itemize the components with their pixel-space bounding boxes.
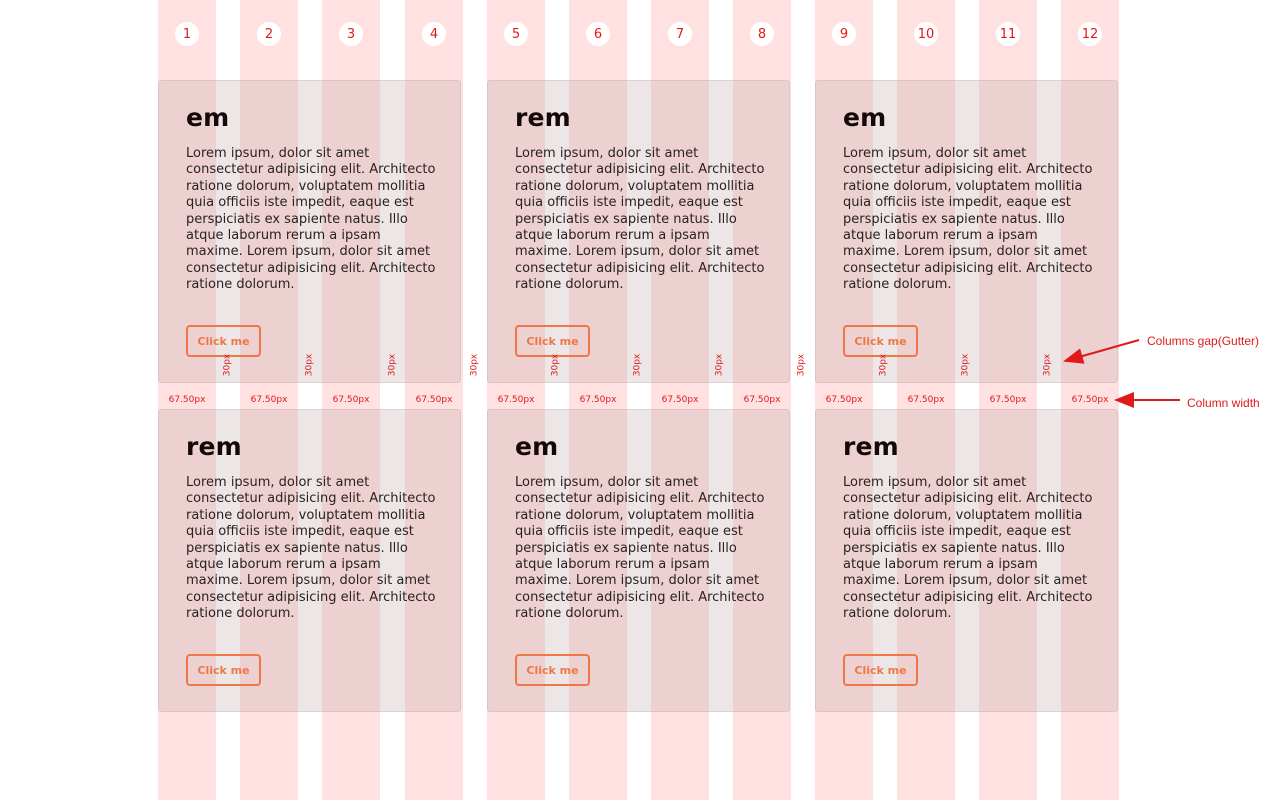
gutter-size-label: 30px [304,353,315,377]
gutter-size-label: 30px [1042,353,1053,377]
gutter-size-label: 30px [632,353,643,377]
column-width-annotation: Column width [1187,396,1260,410]
click-me-button[interactable]: Click me [515,654,590,686]
column-width-label: 67.50px [497,395,535,405]
card-title: rem [186,432,242,461]
click-me-button[interactable]: Click me [186,325,261,357]
card-body-text: Lorem ipsum, dolor sit amet consectetur adipisicing elit. Architecto ratione dolorum, voluptatem mollitia quia officiis iste impedit, eaque est perspiciatis ex sapiente natus. Illo atque laborum rerum a ipsam maxime. Lorem ipsum, dolor sit amet consectetur adipisicing elit. Architecto ratione dolorum. [186,475,436,622]
gutter-annotation: Columns gap(Gutter) [1147,334,1260,348]
gutter-size-label: 30px [960,353,971,377]
content-card [815,409,1118,712]
card-title: rem [843,432,899,461]
column-number-badge: 6 [586,22,610,46]
column-number-badge: 4 [422,22,446,46]
column-width-label: 67.50px [743,395,781,405]
gutter-size-label: 30px [714,353,725,377]
card-title: rem [515,103,571,132]
gutter-size-label: 30px [222,353,233,377]
gutter-size-label: 30px [878,353,889,377]
column-width-label: 67.50px [907,395,945,405]
card-body-text: Lorem ipsum, dolor sit amet consectetur adipisicing elit. Architecto ratione dolorum, voluptatem mollitia quia officiis iste impedit, eaque est perspiciatis ex sapiente natus. Illo atque laborum rerum a ipsam maxime. Lorem ipsum, dolor sit amet consectetur adipisicing elit. Architecto ratione dolorum. [515,475,765,622]
column-number-badge: 2 [257,22,281,46]
card-body-text: Lorem ipsum, dolor sit amet consectetur adipisicing elit. Architecto ratione dolorum, voluptatem mollitia quia officiis iste impedit, eaque est perspiciatis ex sapiente natus. Illo atque laborum rerum a ipsam maxime. Lorem ipsum, dolor sit amet consectetur adipisicing elit. Architecto ratione dolorum. [843,146,1093,293]
content-card [815,80,1118,383]
column-number-badge: 3 [339,22,363,46]
gutter-size-label: 30px [469,353,480,377]
column-width-label: 67.50px [661,395,699,405]
column-width-label: 67.50px [989,395,1027,405]
column-width-label: 67.50px [332,395,370,405]
gutter-size-label: 30px [387,353,398,377]
card-title: em [843,103,887,132]
column-number-badge: 8 [750,22,774,46]
column-number-badge: 7 [668,22,692,46]
gutter-size-label: 30px [550,353,561,377]
card-body-text: Lorem ipsum, dolor sit amet consectetur adipisicing elit. Architecto ratione dolorum, voluptatem mollitia quia officiis iste impedit, eaque est perspiciatis ex sapiente natus. Illo atque laborum rerum a ipsam maxime. Lorem ipsum, dolor sit amet consectetur adipisicing elit. Architecto ratione dolorum. [186,146,436,293]
content-card [487,409,790,712]
gutter-size-label: 30px [796,353,807,377]
column-width-label: 67.50px [825,395,863,405]
column-width-label: 67.50px [415,395,453,405]
column-number-badge: 12 [1078,22,1102,46]
card-body-text: Lorem ipsum, dolor sit amet consectetur adipisicing elit. Architecto ratione dolorum, voluptatem mollitia quia officiis iste impedit, eaque est perspiciatis ex sapiente natus. Illo atque laborum rerum a ipsam maxime. Lorem ipsum, dolor sit amet consectetur adipisicing elit. Architecto ratione dolorum. [843,475,1093,622]
card-title: em [515,432,559,461]
column-width-label: 67.50px [579,395,617,405]
click-me-button[interactable]: Click me [843,325,918,357]
column-number-badge: 5 [504,22,528,46]
content-card [487,80,790,383]
click-me-button[interactable]: Click me [843,654,918,686]
column-number-badge: 10 [914,22,938,46]
column-number-badge: 1 [175,22,199,46]
column-width-label: 67.50px [168,395,206,405]
card-title: em [186,103,230,132]
click-me-button[interactable]: Click me [515,325,590,357]
column-number-badge: 11 [996,22,1020,46]
column-number-badge: 9 [832,22,856,46]
content-card [158,80,461,383]
content-card [158,409,461,712]
column-width-label: 67.50px [1071,395,1109,405]
column-width-label: 67.50px [250,395,288,405]
click-me-button[interactable]: Click me [186,654,261,686]
card-body-text: Lorem ipsum, dolor sit amet consectetur adipisicing elit. Architecto ratione dolorum, voluptatem mollitia quia officiis iste impedit, eaque est perspiciatis ex sapiente natus. Illo atque laborum rerum a ipsam maxime. Lorem ipsum, dolor sit amet consectetur adipisicing elit. Architecto ratione dolorum. [515,146,765,293]
